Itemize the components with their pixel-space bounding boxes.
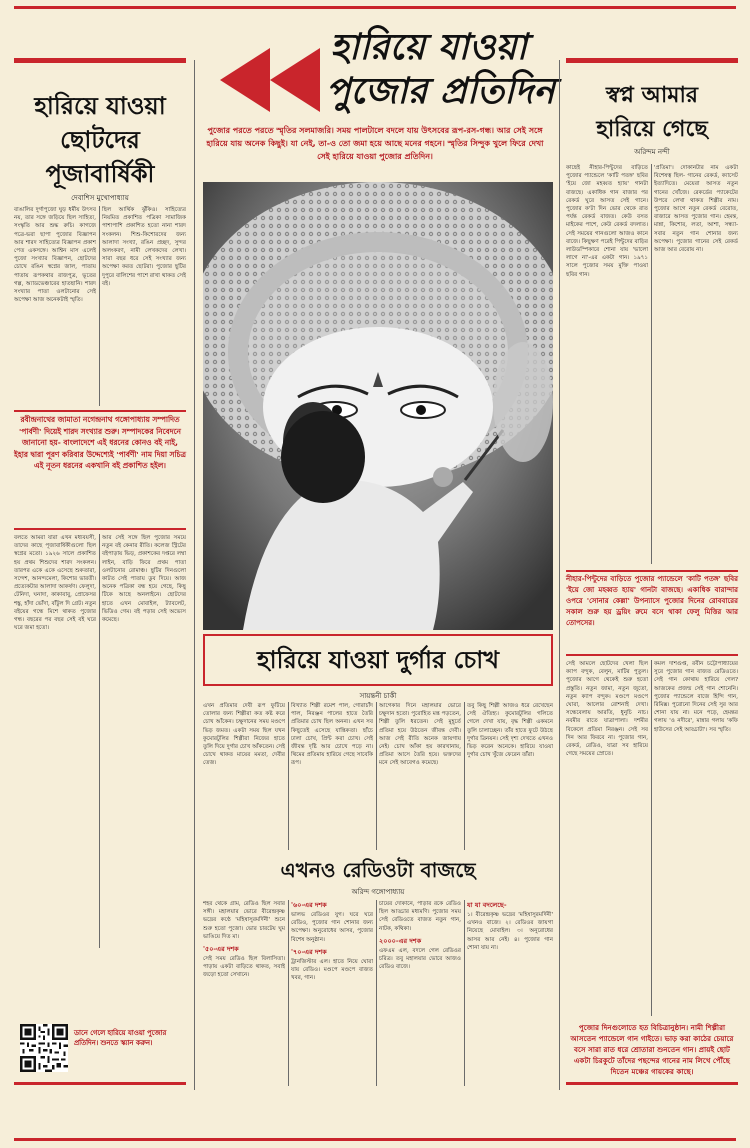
- right-text-b: 'প্রতিমা'। দোকানটার নাম একটা বিশেষত্ব ছিল- গানের রেকর্ড, ক্যাসেট ইত্যাদিতে। মেয়েরা আসত নতুন গানের খোঁজে। রেকর্ডের প্যাকেটের উপরে লেখা থাকত শিল্পীর নাম। পুজোর আগে নতুন রেকর্ড বেরোত, বাজারে আসত পুজোর গান। হেমন্ত, মান্না, কিশোর, লতা, আশা, সন্ধ্যা- সবার নতুন গান শোনার জন্য অপেক্ষা। পুজোর গানের সেই রেকর্ড আজ আর বেরোয় না।: [654, 165, 738, 254]
- radio-sub-4: ২০০০-এর দশক: [379, 936, 422, 945]
- left-callout: রবীন্দ্রনাথের জামাতা নগেন্দ্রনাথ গঙ্গোপাধ্যায় সম্পাদিত 'পার্বণী' দিয়েই শারদ সংখ্যার শুরু। সম্পাদকের নিবেদনে জানানো হয়- বাংলাদেশে এই ধরনের কোনও বই নাই, ইহার দ্বারা পূরণ করিবার উদ্দেশ্যেই 'পার্বণী' নাম দিয়া সচিত্র এই নূতন ধরনের একখানি বই প্রকাশিত হইল।: [14, 415, 186, 470]
- top-rule: [14, 6, 736, 9]
- qr-code[interactable]: [20, 1024, 68, 1072]
- left-text-c: বলতে আমরা যারা এখন মধ্যবয়সী, তাদের কাছে পূজাবার্ষিকীগুলো ছিল স্বপ্নের মতো। ১৯২৬ সালে প্রকাশিত হয় প্রথম শিশুদের শারদ সংকলন। তারপর একে একে এসেছে শুকতারা, সন্দেশ, আনন্দমেলা, কিশোর ভারতী। প্রত্যেকটার আলাদা আকর্ষণ। ফেলুদা, টেনিদা, ঘনাদা, কাকাবাবু, প্রোফেসর শঙ্কু, হাঁদা ভোঁদা, বাঁটুল দি গ্রেট। নতুন বইয়ের গন্ধে মিশে থাকত পুজোর গন্ধ। বছরের পর বছর সেই বই ঘরে ঘরে জমা হতো।: [14, 535, 96, 632]
- center-divider-2: [376, 702, 377, 850]
- center-col-4: তবু কিছু শিল্পী আজও ধরে রেখেছেন সেই ঐতিহ্য। কুমোরটুলির গলিতে গেলে দেখা যায়, বৃদ্ধ শিল্পী একমনে তুলি চালাচ্ছেন। তাঁর হাতে ফুটে উঠছে দুর্গার ত্রিনয়ন। সেই দৃশ্য দেখতে এখনও ভিড় করেন অনেকে। হারিয়ে যাওয়া দুর্গার চোখ খুঁজে ফেরেন তাঁরা।: [467, 703, 553, 759]
- left-top-rule: [14, 58, 186, 63]
- radio-col-4-text: ১। বীরেন্দ্রকৃষ্ণ ভদ্রের 'মহিষাসুরমর্দিনী' এখনও বাজে। ২। রেডিওর জায়গা নিয়েছে মোবাইল। ৩। অনুরোধের আসর আর নেই। ৪। পুজোর গান শোনা যায় না।: [467, 912, 553, 951]
- radio-col-4: [467, 900, 553, 1086]
- radio-col-2b-text: ট্রানজিস্টার এল। হাতে নিয়ে ঘোরা যায় রেডিও। মণ্ডপে মণ্ডপে বাজত খবর, গান।: [291, 958, 373, 982]
- center-headline: হারিয়ে যাওয়া দুর্গার চোখ: [257, 646, 499, 674]
- radio-divider-1: [288, 900, 289, 1086]
- radio-col-2-text: ভালভ রেডিওর যুগ। ঘরে ঘরে রেডিও, পুজোর গান শোনার জন্য অপেক্ষা। অনুরোধের আসর, পুজোর বিশেষ অনুষ্ঠান।: [291, 912, 373, 943]
- right-text-c: সেই আমলে ছোটদের খেলা ছিল ক্যাপ বন্দুক, বেলুন, মাটির পুতুল। পুজোর আগে থেকেই শুরু হতো প্রস্তুতি। নতুন জামা, নতুন জুতো, নতুন ক্যাপ বন্দুক। মণ্ডপে মণ্ডপে ঘোরা, আলোর রোশনাই দেখা। সন্ধেবেলায় আরতি, ধুনুচি নাচ। নবমীর রাতে যাত্রাপালা। দশমীর বিকেলে প্রতিমা নিরঞ্জন। সেই সব দিন আর ফিরবে না। পুজোর গান, রেকর্ড, রেডিও, যাত্রা সব হারিয়ে গেছে সময়ের স্রোতে।: [566, 661, 648, 758]
- right-column-divider-2: [651, 660, 652, 1016]
- radio-col-3-text: চায়ের দোকানে, পাড়ার রকে রেডিও ছিল আড্ডার মধ্যমণি। পুজোর সময় সেই রেডিওতে বাজত নতুন গান, নাটক, কথিকা।: [379, 901, 461, 932]
- left-headline-line1: হারিয়ে যাওয়া: [34, 92, 166, 120]
- radio-col-1-text: শহর থেকে গ্রাম, রেডিও ছিল সবার সঙ্গী। মহালয়ার ভোরে বীরেন্দ্রকৃষ্ণ ভদ্রের কণ্ঠে 'মহিষাসুরমর্দিনী' শুনে শুরু হতো পুজো। ভোর চারটেয় ঘুম ভাঙিয়ে দিত মা।: [203, 901, 285, 940]
- radio-sub-3: '৭০-এর দশক: [291, 947, 327, 956]
- right-text-a: কাছেই নীহার-পিন্টুদের বাড়িতে পুজোর প্যান্ডেলে 'কাটি পতঙ্গ' ছবির 'ইয়ে জো মহব্বত হ্যায়' গানটা বাজছে। একাধিক গান বাজার পর রেকর্ড ঘুরে আসত সেই গানে। পুজোর ক'টা দিন ভোর থেকে রাত পর্যন্ত রেকর্ড বাজত। কেউ বসত মাইকের পাশে, কেউ রেকর্ড বদলাত। সেই সময়ের গানগুলো আজও কানে বাজে। কিছুক্ষণ পরেই পিন্টুদের বাড়ির লাউডস্পিকারে শোনা যায় 'ভালো লাগে না'-এর একটা গান। ১৯৭১ সালে পুজোর সময় মুক্তি পাওয়া ছবির গান।: [566, 165, 648, 278]
- radio-col-2: [291, 900, 373, 1086]
- center-col-3: আগেকার দিনে মহালয়ার ভোরে চক্ষুদান হতো। পুরোহিত মন্ত্র পড়তেন, শিল্পী তুলি ধরতেন। সেই মুহূর্তে প্রতিমা হয়ে উঠতেন জীবন্ত দেবী। আজ সেই রীতি অনেক জায়গায় নেই। চোখ আঁকা হয় কারখানায়, প্রতিমা আসে তৈরি হয়ে। ভক্তদের মনে সেই আবেগও কমেছে।: [379, 703, 461, 767]
- page-divider-left: [194, 60, 195, 1090]
- radio-divider-3: [464, 900, 465, 1086]
- qr-caption: ডানে গেলে হারিয়ে যাওয়া পুজোর প্রতিদিন। শুনতে স্ক্যান করুন।: [74, 1029, 167, 1047]
- radio-col-3b-text: এফএম এল, বদলে গেল রেডিওর চরিত্র। তবু মহালয়ার ভোরে আজও রেডিও বাজে।: [379, 947, 461, 971]
- right-callout-rule-top: [566, 570, 738, 572]
- right-top-rule: [566, 58, 738, 63]
- page-divider-right: [559, 60, 560, 1090]
- rewind-icon: [210, 48, 330, 112]
- left-callout-rule-bottom: [14, 528, 186, 530]
- photo-illustration: [203, 182, 553, 630]
- left-headline-line2: ছোটদের: [60, 126, 140, 154]
- radio-headline: এখনও রেডিওটা বাজছে: [280, 858, 476, 882]
- right-column-divider: [651, 164, 652, 564]
- right-byline: অরিন্দম নন্দী: [634, 148, 670, 156]
- left-text-d: আর সেই সঙ্গে ছিল পুজোর সময়ে নতুন বই কেনার রীতি। কলেজ স্ট্রিটের বইপাড়ায় ভিড়, প্রকাশকের দপ্তরে লম্বা লাইন, বাড়ি ফিরে প্রথম পাতা ওলটানোর রোমাঞ্চ। ছুটির দিনগুলো কাটত সেই পাতায় ডুব দিয়ে। আজ অনেক পত্রিকা বন্ধ হয়ে গেছে, কিছু টিকে আছে অনলাইনে। ছোটদের হাতে এখন মোবাইল, ট্যাবলেট, ভিডিও গেম। বই পড়ার সেই অভ্যেস কমেছে।: [102, 535, 186, 624]
- left-bottom-rule: [14, 1082, 186, 1085]
- radio-sub-5: যা যা বদলেছে-: [467, 901, 507, 909]
- masthead-title-line1: হারিয়ে যাওয়া: [330, 26, 527, 68]
- radio-sub-2: '৬০-এর দশক: [291, 901, 327, 909]
- right-callout: নীহার-পিন্টুদের বাড়িতে পুজোর প্যান্ডেলে 'কাটি পতঙ্গ' ছবির 'ইয়ে জো মহব্বত হ্যায়' গানটা বাজছে। একাধিক বারান্দার ওপরে 'সোনার কেল্লা' উপন্যাসে পুজোর দিনের রোববারের সকাল শুরু হয় ড্রয়িং রুমে বসে থাকা ফেলু মিত্তির আর তোপসের।: [566, 575, 738, 627]
- left-text-a: বাঙালির দুর্গাপুজো ঘুড় ধর্মীয় উৎসব নয়, তার সঙ্গে জড়িয়ে ছিল সাহিত্য, সংস্কৃতি আর শুদ্ধ রুচি। কাগজে পত্রে-ভরা ছাপা পুজোর বিজ্ঞাপন আর শারদ সাহিত্যের বিজ্ঞাপন প্রকাশ পেত একসঙ্গে। আশ্বিন মাস এলেই পুজো সংখ্যার বিজ্ঞাপন, ছোটদের চোখে রঙিন স্বপ্নের জাল, পাতায় পাতায় রূপকথার রাজপুত্র, ভূতের গল্প, অ্যাডভেঞ্চারের হাতছানি। শারদ সংখ্যার পাতা ওলটানোর সেই অপেক্ষা আজ অনেকটাই স্মৃতি।: [14, 207, 96, 304]
- radio-sub-1: '৫০-এর দশক: [203, 945, 239, 954]
- center-divider-1: [288, 702, 289, 850]
- center-divider-3: [464, 702, 465, 850]
- durga-eye-painting-photo: [203, 182, 553, 630]
- left-text-b: ছিল আর্থিক ঝুঁকিও। সাহিত্যের নিয়মিত প্রকাশিত পত্রিকা সামাজিক পাশাপাশি প্রকাশিত হতো নানা শারদ সংকলন। শিশু-কিশোরদের জন্য আলাদা সংখ্যা, রঙিন প্রচ্ছদ, সুন্দর অলংকরণ, নামী লেখকদের লেখা। সারা বছর ধরে সেই সংখ্যার জন্য অপেক্ষা করত ছোটরা। পুজোর ছুটির দুপুরে বালিশের পাশে রাখা থাকত সেই বই।: [102, 207, 186, 287]
- radio-divider-2: [376, 900, 377, 1086]
- radio-col-1: [203, 900, 285, 1086]
- left-column-divider: [99, 206, 100, 406]
- qr-code-icon: [20, 1024, 68, 1072]
- bottom-rule: [14, 1138, 736, 1141]
- right-headline-line1: স্বপ্ন আমার: [606, 83, 698, 108]
- left-column-divider-2: [99, 534, 100, 948]
- intro-blurb: পুজোর পরতে পরতে স্মৃতির সলমাজরি। সময় পালটালে বদলে যায় উৎসবের রূপ-রস-গন্ধ। আর সেই সঙ্গে হারিয়ে যায় অনেক কিছুই। যা নেই, তা-ও তো জমা হয়ে আছে মনের গহনে। স্মৃতির সিন্দুক খুলে ফিরে দেখা সেই হারিয়ে যাওয়া পুজোর প্রতিদিন।: [206, 126, 544, 161]
- left-byline: দেবাশিস মুখোপাধ্যায়: [71, 194, 129, 202]
- right-callout-rule-bottom: [566, 654, 738, 656]
- center-byline: সায়ন্তনী চাকী: [359, 692, 397, 700]
- masthead: [200, 14, 560, 124]
- radio-col-1b-text: সেই সময় রেডিও ছিল বিলাসিতা। পাড়ায় একটা বাড়িতে থাকত, সবাই জড়ো হতো সেখানে।: [203, 956, 285, 979]
- right-headline-line2: হারিয়ে গেছে: [596, 117, 708, 142]
- radio-byline: অরিন্দ গঙ্গোপাধ্যায়: [351, 888, 405, 896]
- center-col-2: বিখ্যাত শিল্পী রমেশ পাল, গোরাচাঁদ পাল, নিরঞ্জন পালের হাতে তৈরি প্রতিমার চোখ ছিল অনন্য। এখন সব কিছুতেই এসেছে যান্ত্রিকতা। ছাঁচে ঢালা চোখ, প্রিন্ট করা চোখ। সেই জীবন্ত দৃষ্টি আর চোখে পড়ে না। থিমের প্রতিমায় হারিয়ে গেছে সাবেকি রূপ।: [291, 703, 373, 767]
- left-headline-line3: পূজাবার্ষিকী: [45, 160, 155, 188]
- right-bottom-rule: [566, 1082, 738, 1085]
- radio-col-3: [379, 900, 461, 1086]
- right-text-d: কমল দাশগুপ্ত, রবীন চট্টোপাধ্যায়ের সুরে পুজোর গান বাজত রেডিওতে। সেই গান কোথায় হারিয়ে গেল? আজকের প্রজন্ম সেই গান শোনেনি। পুজোর প্যান্ডেলে বাজে হিন্দি গান, রিমিক্স। পুরোনো দিনের সেই সুর আর শোনা যায় না। মনে পড়ে, হেমন্তর গলায় 'ও নদীরে', মান্নার গলায় 'কফি হাউসের সেই আড্ডাটা'। সব স্মৃতি।: [654, 661, 738, 733]
- center-col-1: এখন প্রতিমার দেবী রূপ ফুটিয়ে তোলার জন্য শিল্পীরা কত কষ্ট করে চোখ আঁকেন। চক্ষুদানের সময় মণ্ডপে ভিড় জমত। একটা সময় ছিল যখন কুমোরটুলির শিল্পীরা নিজের হাতে তুলি দিয়ে দুর্গার চোখ আঁকতেন। সেই চোখে থাকত মায়ের মমতা, দেবীর তেজ।: [203, 703, 285, 767]
- left-callout-rule-top: [14, 410, 186, 412]
- right-bottom-callout: পুজোর দিনগুলোতে হত বিচিত্রানুষ্ঠান। নামী শিল্পীরা আসতেন প্যান্ডেলে গান গাইতে। ভাড় করা কাঠের চেয়ারে বসে সারা রাত ধরে শ্রোতারা শুনতেন গান। প্রায়ই ছোট একটা চিরকুটে তাঁদের পছন্দের গানের নাম লিখে পৌঁছে দিতেন মঞ্চের গায়কের কাছে।: [570, 1023, 734, 1076]
- masthead-title-line2: পুজোর প্রতিদিন: [326, 70, 555, 112]
